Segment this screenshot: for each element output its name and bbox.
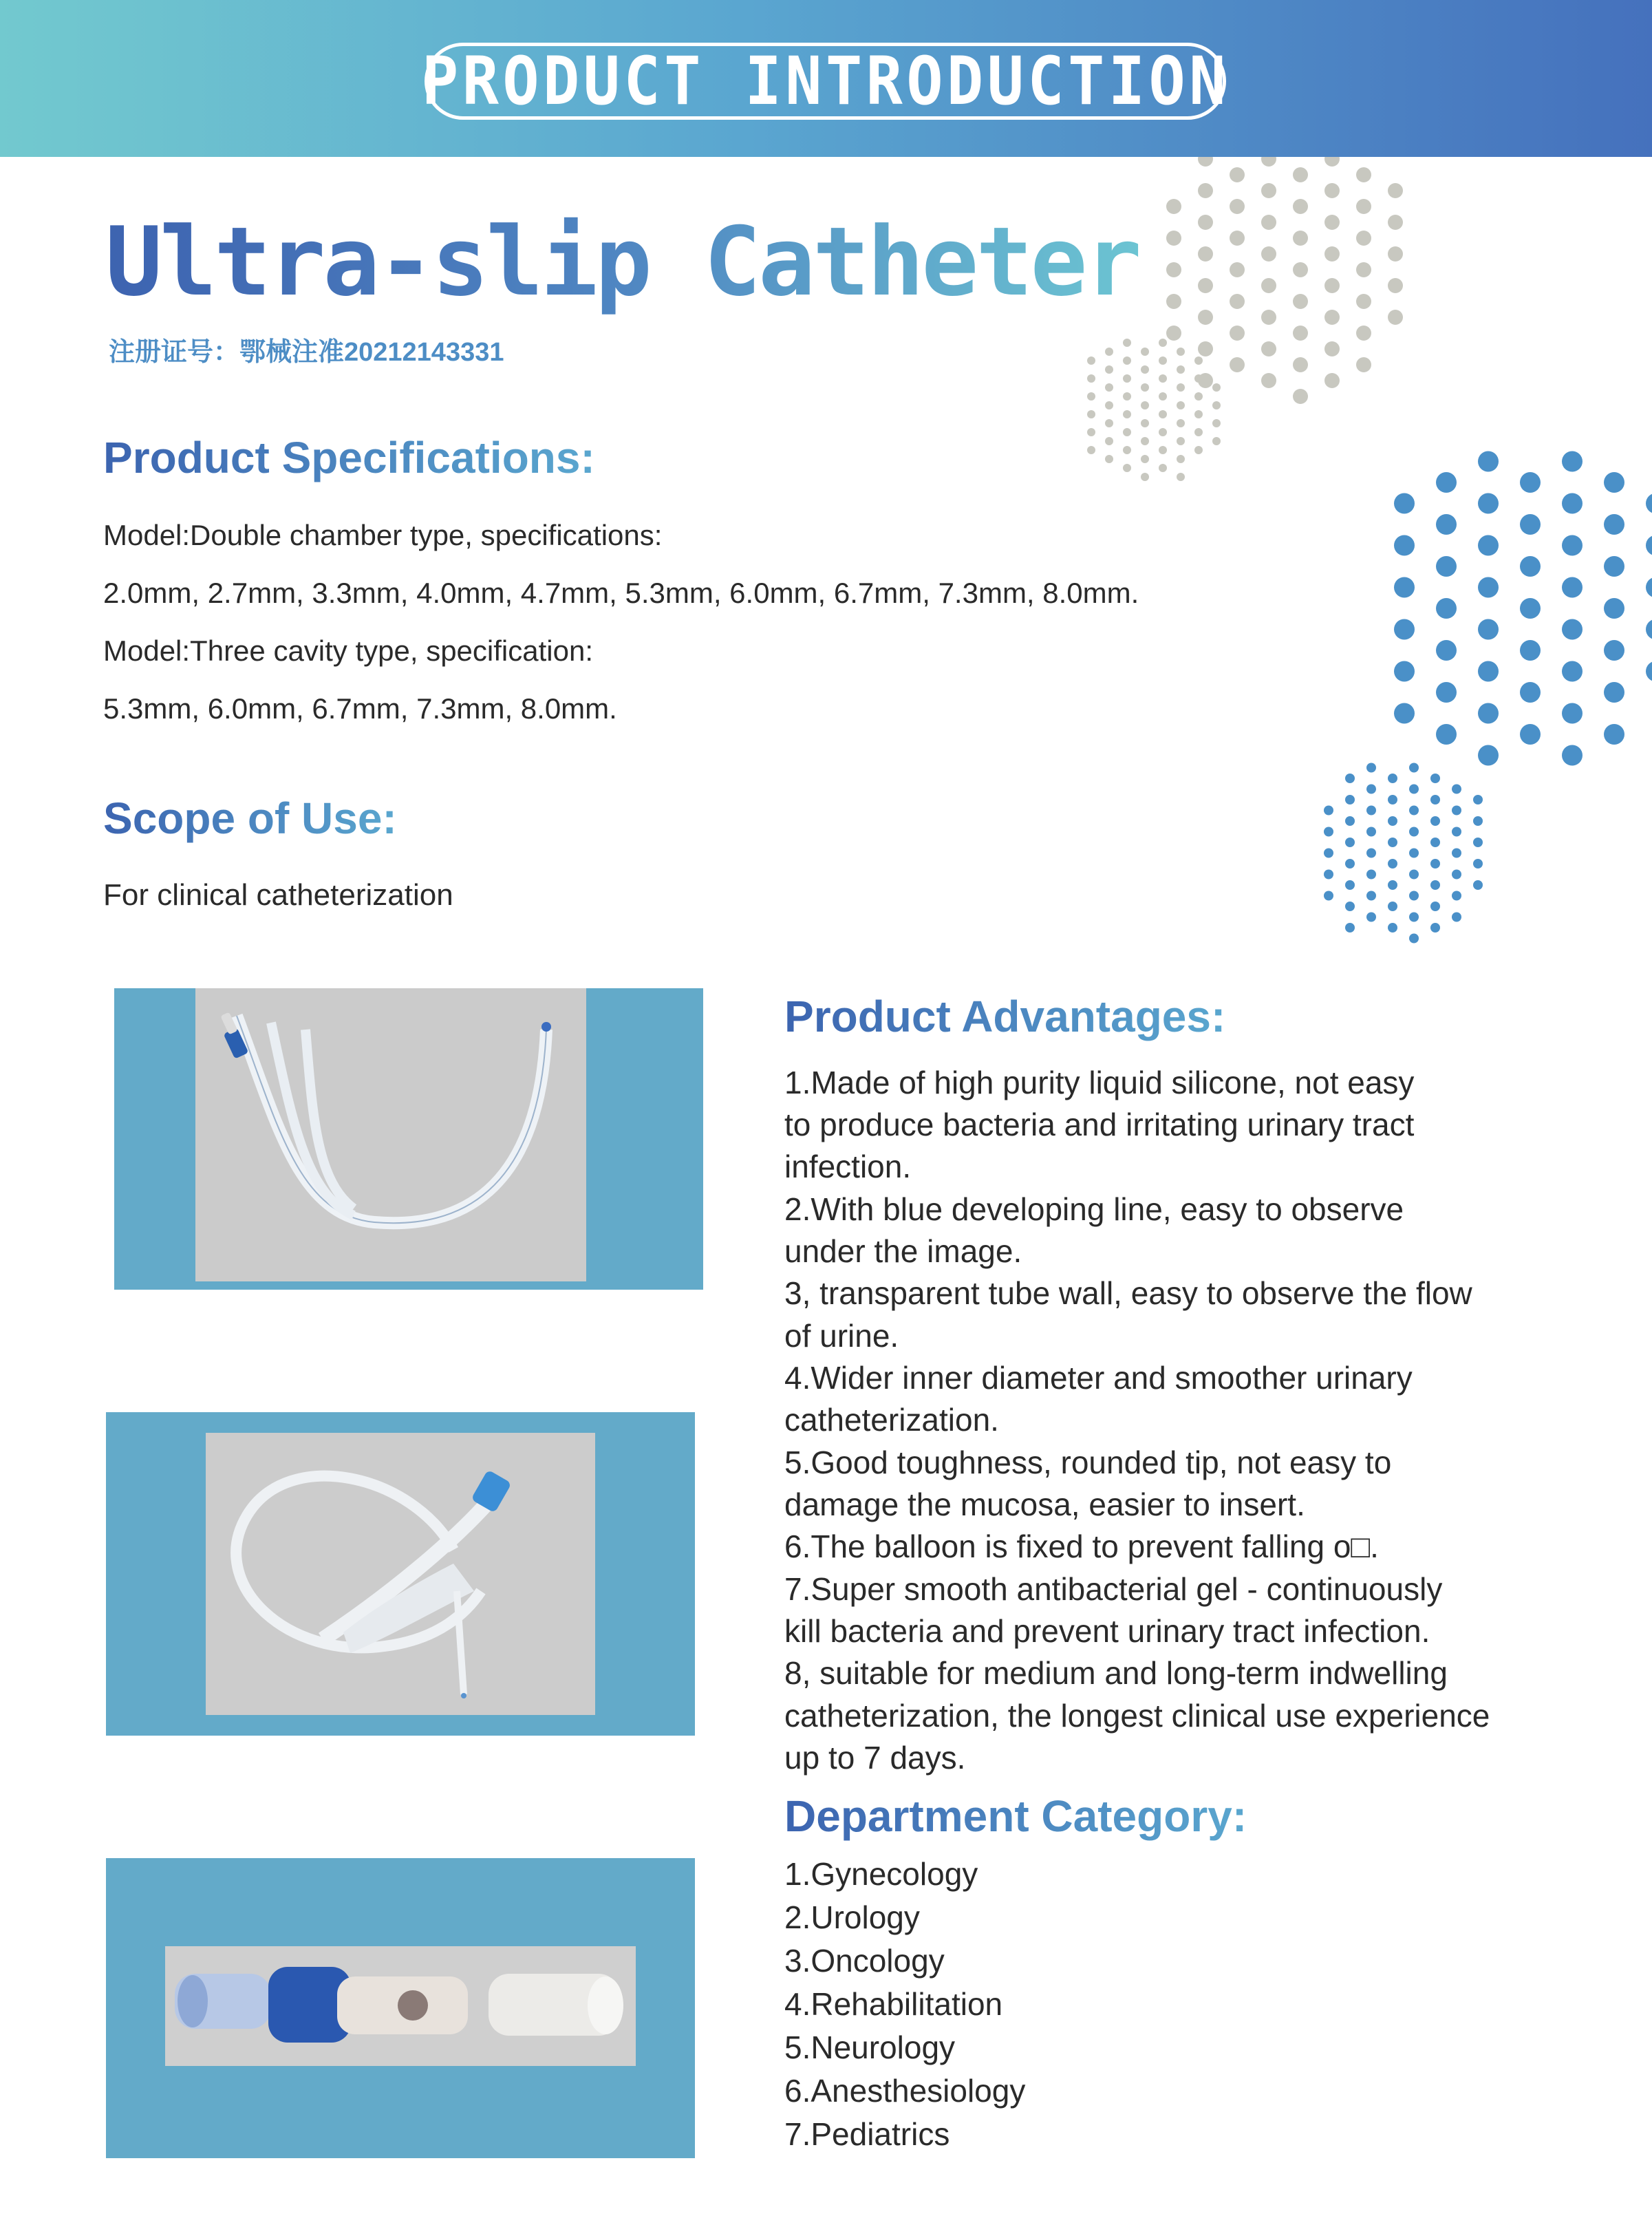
decorative-dot [1159, 356, 1167, 365]
spec-line: Model:Three cavity type, specification: [103, 635, 593, 667]
decorative-dot [1198, 310, 1213, 325]
decorative-dot [1166, 294, 1181, 309]
decorative-dot [1230, 231, 1245, 246]
decorative-dot [1394, 535, 1415, 556]
department-item: 5.Neurology [784, 2029, 956, 2065]
decorative-dot [1324, 246, 1340, 262]
decorative-dot [1177, 365, 1185, 374]
decorative-dot [1366, 785, 1376, 794]
decorative-dot [1366, 827, 1376, 837]
decorative-dot [1293, 199, 1308, 214]
decorative-dot [1087, 446, 1095, 454]
decorative-dot [1159, 339, 1167, 347]
decorative-dot [1105, 383, 1113, 392]
decorative-dot [1478, 661, 1499, 682]
decorative-dot [1141, 348, 1149, 356]
decorative-dot [1087, 410, 1095, 418]
decorative-dot [1141, 437, 1149, 445]
decorative-dot [1388, 183, 1403, 198]
decorative-dot [1388, 902, 1397, 911]
decorative-dot [1194, 392, 1203, 401]
decorative-dot [1159, 428, 1167, 436]
department-item: 7.Pediatrics [784, 2116, 950, 2152]
decorative-dot [1388, 246, 1403, 262]
decorative-dot [1388, 278, 1403, 293]
decorative-dot [1356, 326, 1371, 341]
decorative-dot [1141, 365, 1149, 374]
decorative-dot [1261, 215, 1276, 230]
grey-dot-cluster-small [1087, 339, 1221, 481]
decorative-dot [1345, 880, 1355, 890]
grey-dot-cluster-large [1166, 136, 1403, 404]
advantages-heading: Product Advantages: [784, 992, 1226, 1041]
decorative-dot [1388, 923, 1397, 933]
decorative-dot [1409, 785, 1419, 794]
decorative-dot [1166, 262, 1181, 277]
decorative-dot [1345, 859, 1355, 869]
decorative-dot [1105, 348, 1113, 356]
decorative-dot [1194, 428, 1203, 436]
decorative-dot [1324, 215, 1340, 230]
advantage-line: 6.The balloon is fixed to prevent falling o□. [784, 1528, 1379, 1564]
decorative-dot [1388, 774, 1397, 783]
decorative-dot [1604, 598, 1624, 619]
decorative-dot [1324, 373, 1340, 388]
decorative-dot [1212, 437, 1221, 445]
advantage-line: 5.Good toughness, rounded tip, not easy to [784, 1445, 1392, 1480]
decorative-dot [1324, 278, 1340, 293]
decorative-dot [1123, 339, 1131, 347]
decorative-dot [1123, 410, 1131, 418]
product-title: Ultra-slip Catheter [105, 206, 1139, 317]
decorative-dot [1177, 348, 1185, 356]
decorative-dot [1345, 774, 1355, 783]
decorative-dot [1520, 472, 1541, 493]
decorative-dot [1261, 183, 1276, 198]
advantage-line: damage the mucosa, easier to insert. [784, 1487, 1305, 1522]
decorative-dot [1293, 357, 1308, 372]
decorative-dot [1261, 341, 1276, 356]
decorative-dot [1520, 598, 1541, 619]
decorative-dot [1324, 891, 1333, 901]
decorative-dot [1356, 199, 1371, 214]
decorative-dot [1388, 859, 1397, 869]
catheter-photo-3 [106, 1858, 695, 2158]
advantage-line: 3, transparent tube wall, easy to observe the flow [784, 1275, 1472, 1311]
decorative-dot [1324, 827, 1333, 837]
decorative-dot [1159, 410, 1167, 418]
decorative-dot [1141, 473, 1149, 481]
decorative-dot [1293, 326, 1308, 341]
decorative-dot [1473, 838, 1483, 847]
catheter-photo-1 [114, 988, 703, 1290]
decorative-dot [1452, 891, 1461, 901]
decorative-dot [1520, 514, 1541, 535]
decorative-dot [1430, 838, 1440, 847]
decorative-dot [1345, 816, 1355, 826]
decorative-dot [1562, 661, 1583, 682]
decorative-dot [1356, 357, 1371, 372]
decorative-dot [1087, 392, 1095, 401]
decorative-dot [1436, 682, 1457, 703]
decorative-dot [1166, 231, 1181, 246]
registration-number: 注册证号：鄂械注准20212143331 [109, 338, 504, 367]
decorative-dot [1212, 383, 1221, 392]
decorative-dot [1230, 294, 1245, 309]
decorative-dot [1177, 455, 1185, 463]
advantage-line: infection. [784, 1149, 912, 1184]
decorative-dot [1646, 619, 1652, 640]
decorative-dot [1194, 356, 1203, 365]
decorative-dot [1356, 262, 1371, 277]
decorative-dot [1394, 493, 1415, 514]
advantage-line: 2.With blue developing line, easy to observe [784, 1191, 1404, 1227]
decorative-dot [1604, 472, 1624, 493]
decorative-dot [1230, 167, 1245, 182]
decorative-dot [1646, 493, 1652, 514]
decorative-dot [1436, 598, 1457, 619]
decorative-dot [1198, 215, 1213, 230]
decorative-dot [1159, 392, 1167, 401]
spec-line: 2.0mm, 2.7mm, 3.3mm, 4.0mm, 4.7mm, 5.3mm, 6.0mm, 6.7mm, 7.3mm, 8.0mm. [103, 577, 1139, 609]
advantage-line: 1.Made of high purity liquid silicone, not easy [784, 1065, 1415, 1100]
decorative-dot [1105, 437, 1113, 445]
decorative-dot [1166, 199, 1181, 214]
decorative-dot [1194, 446, 1203, 454]
decorative-dot [1366, 870, 1376, 880]
decorative-dot [1436, 472, 1457, 493]
decorative-dot [1230, 326, 1245, 341]
decorative-dot [1409, 849, 1419, 858]
decorative-dot [1293, 167, 1308, 182]
decorative-dot [1562, 577, 1583, 598]
decorative-dot [1356, 231, 1371, 246]
decorative-dot [1261, 246, 1276, 262]
decorative-dot [1394, 703, 1415, 724]
decorative-dot [1212, 401, 1221, 409]
decorative-dot [1345, 838, 1355, 847]
decorative-dot [1159, 446, 1167, 454]
decorative-dot [1473, 795, 1483, 805]
decorative-dot [1198, 278, 1213, 293]
decorative-dot [1430, 880, 1440, 890]
decorative-dot [1105, 401, 1113, 409]
decorative-dot [1520, 556, 1541, 577]
decorative-dot [1198, 183, 1213, 198]
decorative-dot [1105, 365, 1113, 374]
decorative-dot [1123, 464, 1131, 472]
decorative-dot [1430, 902, 1440, 911]
decorative-dot [1261, 373, 1276, 388]
decorative-dot [1198, 341, 1213, 356]
decorative-dot [1261, 278, 1276, 293]
decorative-dot [1388, 215, 1403, 230]
advantage-line: catheterization. [784, 1402, 999, 1438]
decorative-dot [1430, 795, 1440, 805]
decorative-dot [1473, 880, 1483, 890]
department-item: 4.Rehabilitation [784, 1986, 1003, 2022]
advantage-line: 8, suitable for medium and long-term indwelling [784, 1655, 1448, 1691]
decorative-dot [1646, 535, 1652, 556]
decorative-dot [1366, 891, 1376, 901]
decorative-dot [1356, 167, 1371, 182]
decorative-dot [1520, 682, 1541, 703]
advantage-line: under the image. [784, 1233, 1022, 1269]
decorative-dot [1520, 724, 1541, 745]
decorative-dot [1562, 493, 1583, 514]
decorative-dot [1141, 401, 1149, 409]
decorative-dot [1366, 763, 1376, 773]
decorative-dot [1123, 446, 1131, 454]
decorative-dot [1562, 535, 1583, 556]
decorative-dot [1230, 357, 1245, 372]
decorative-dot [1409, 870, 1419, 880]
decorative-dot [1212, 419, 1221, 427]
decorative-dot [1409, 913, 1419, 922]
decorative-dot [1141, 419, 1149, 427]
decorative-dot [1478, 535, 1499, 556]
decorative-dot [1087, 356, 1095, 365]
decorative-dot [1087, 374, 1095, 383]
decorative-dot [1478, 745, 1499, 766]
header-banner [0, 0, 1652, 157]
advantage-line: catheterization, the longest clinical use experience [784, 1698, 1490, 1734]
decorative-dot [1452, 870, 1461, 880]
decorative-dot [1430, 774, 1440, 783]
connector-image [165, 1946, 636, 2066]
catheter-photo-2 [106, 1412, 695, 1736]
decorative-dot [1394, 577, 1415, 598]
decorative-dot [1105, 419, 1113, 427]
decorative-dot [1123, 356, 1131, 365]
decorative-dot [1123, 374, 1131, 383]
decorative-dot [1324, 341, 1340, 356]
decorative-dot [1293, 389, 1308, 404]
decorative-dot [1366, 806, 1376, 816]
decorative-dot [1604, 682, 1624, 703]
decorative-dot [1409, 891, 1419, 901]
decorative-dot [1345, 795, 1355, 805]
decorative-dot [1230, 199, 1245, 214]
decorative-dot [1293, 231, 1308, 246]
advantage-line: up to 7 days. [784, 1740, 966, 1776]
decorative-dot [1366, 849, 1376, 858]
decorative-dot [1562, 619, 1583, 640]
decorative-dot [1436, 724, 1457, 745]
decorative-dot [1430, 816, 1440, 826]
decorative-dot [1230, 262, 1245, 277]
decorative-dot [1452, 849, 1461, 858]
decorative-dot [1159, 464, 1167, 472]
advantage-line: to produce bacteria and irritating urinary tract [784, 1107, 1415, 1142]
departments-heading: Department Category: [784, 1791, 1247, 1841]
scope-heading: Scope of Use: [103, 793, 397, 843]
advantage-line: of urine. [784, 1318, 899, 1354]
decorative-dot [1604, 556, 1624, 577]
decorative-dot [1123, 428, 1131, 436]
scope-text: For clinical catheterization [103, 878, 453, 912]
decorative-dot [1604, 514, 1624, 535]
decorative-dot [1105, 455, 1113, 463]
decorative-dot [1430, 859, 1440, 869]
decorative-dot [1141, 455, 1149, 463]
decorative-dot [1646, 577, 1652, 598]
decorative-dot [1409, 934, 1419, 944]
decorative-dot [1388, 838, 1397, 847]
banner-title: PRODUCT INTRODUCTION [421, 43, 1230, 120]
decorative-dot [1646, 661, 1652, 682]
decorative-dot [1293, 262, 1308, 277]
decorative-dot [1562, 703, 1583, 724]
decorative-dot [1324, 849, 1333, 858]
decorative-dot [1324, 806, 1333, 816]
decorative-dot [1604, 640, 1624, 661]
decorative-dot [1345, 902, 1355, 911]
decorative-dot [1409, 806, 1419, 816]
department-item: 1.Gynecology [784, 1856, 978, 1892]
specifications-heading: Product Specifications: [103, 433, 595, 482]
decorative-dot [1366, 913, 1376, 922]
decorative-dot [1177, 383, 1185, 392]
decorative-dot [1166, 326, 1181, 341]
advantage-line: 7.Super smooth antibacterial gel - continuously [784, 1571, 1443, 1607]
decorative-dot [1473, 859, 1483, 869]
decorative-dot [1473, 816, 1483, 826]
decorative-dot [1604, 724, 1624, 745]
decorative-dot [1293, 294, 1308, 309]
decorative-dot [1436, 514, 1457, 535]
decorative-dot [1159, 374, 1167, 383]
decorative-dot [1562, 745, 1583, 766]
decorative-dot [1478, 493, 1499, 514]
decorative-dot [1478, 619, 1499, 640]
decorative-dot [1194, 374, 1203, 383]
decorative-dot [1261, 310, 1276, 325]
decorative-dot [1388, 795, 1397, 805]
decorative-dot [1177, 437, 1185, 445]
decorative-dot [1452, 913, 1461, 922]
decorative-dot [1356, 294, 1371, 309]
decorative-dot [1324, 870, 1333, 880]
decorative-dot [1345, 923, 1355, 933]
decorative-dot [1177, 473, 1185, 481]
decorative-dot [1198, 246, 1213, 262]
department-item: 3.Oncology [784, 1943, 945, 1979]
decorative-dot [1478, 451, 1499, 472]
decorative-dot [1562, 451, 1583, 472]
decorative-dot [1409, 827, 1419, 837]
decorative-dot [1436, 556, 1457, 577]
decorative-dot [1177, 419, 1185, 427]
decorative-dot [1087, 428, 1095, 436]
decorative-dot [1324, 310, 1340, 325]
decorative-dot [1177, 401, 1185, 409]
decorative-dot [1394, 619, 1415, 640]
decorative-dot [1478, 577, 1499, 598]
decorative-dot [1194, 410, 1203, 418]
decorative-dot [1452, 827, 1461, 837]
blue-dot-cluster-large [1394, 451, 1652, 766]
advantage-line: kill bacteria and prevent urinary tract infection. [784, 1613, 1430, 1649]
decorative-dot [1388, 310, 1403, 325]
decorative-dot [1430, 923, 1440, 933]
spec-line: Model:Double chamber type, specifications: [103, 519, 663, 551]
catheter-image-loop [206, 1433, 595, 1715]
decorative-dot [1388, 880, 1397, 890]
decorative-dot [1123, 392, 1131, 401]
decorative-dot [1394, 661, 1415, 682]
decorative-dot [1478, 703, 1499, 724]
blue-dot-cluster-small [1324, 763, 1483, 944]
spec-line: 5.3mm, 6.0mm, 6.7mm, 7.3mm, 8.0mm. [103, 692, 617, 725]
decorative-dot [1409, 763, 1419, 773]
decorative-dot [1141, 383, 1149, 392]
decorative-dot [1324, 183, 1340, 198]
catheter-image-u-shape [195, 988, 586, 1281]
decorative-dot [1436, 640, 1457, 661]
banner-title-pill [421, 43, 1230, 120]
advantage-line: 4.Wider inner diameter and smoother urinary [784, 1360, 1413, 1396]
decorative-dot [1452, 785, 1461, 794]
decorative-dot [1388, 816, 1397, 826]
department-item: 6.Anesthesiology [784, 2073, 1026, 2109]
department-item: 2.Urology [784, 1899, 920, 1935]
decorative-dot [1452, 806, 1461, 816]
decorative-dot [1520, 640, 1541, 661]
